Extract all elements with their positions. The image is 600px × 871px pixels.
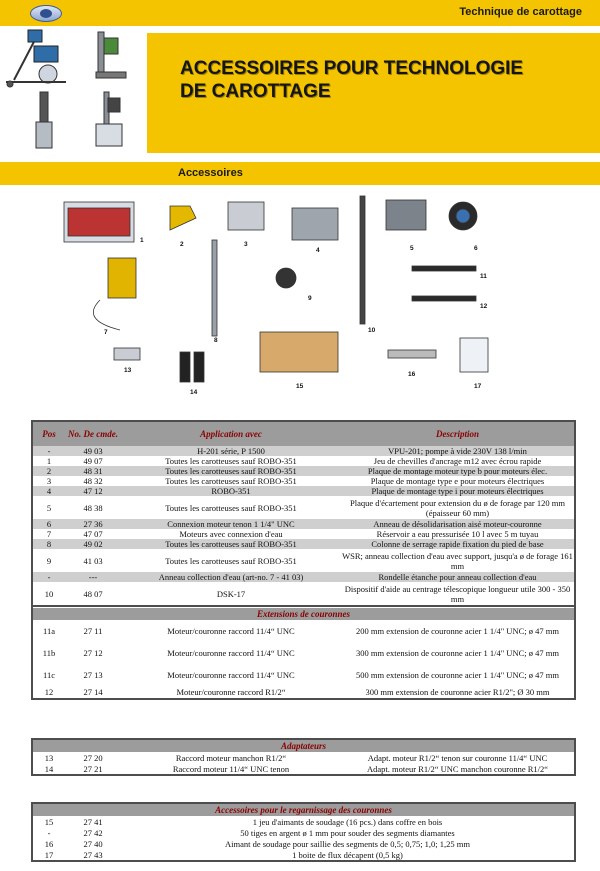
table-row: 2 48 31 Toutes les carotteuses sauf ROBO-351 Plaque de montage moteur type b pour moteurs élec.	[33, 466, 574, 476]
product-label: 11	[480, 273, 487, 280]
table-row: 3 48 32 Toutes les carotteuses sauf ROBO-351 Plaque de montage type e pour moteurs électriques	[46, 476, 545, 486]
table-row: 11b 27 12 Moteur/couronne raccord 11/4“ UNC 300 mm extension de couronne acier 1 1/4" UNC; ø 47 mm	[42, 648, 559, 658]
rebuilding-header: Accessoires pour le regarnissage des couronnes	[33, 804, 574, 816]
table-row: 6 27 36 Connexion moteur tenon 1 1/4" UNC Anneau de désolidarisation aisé moteur-couronne	[33, 519, 574, 529]
section-title: Accessoires	[178, 167, 243, 179]
table-row: 13 27 20 Raccord moteur manchon R1/2“ Adapt. moteur R1/2“ tenon sur couronne 11/4“ UNC	[44, 752, 548, 763]
product-label: 14	[190, 389, 198, 396]
product-label: 1	[140, 237, 144, 244]
table-row: 17 27 43 1 boite de flux décapent (0,5 kg)	[44, 849, 403, 860]
table-row: 9 41 03 Toutes les carotteuses sauf ROBO-351 WSR; anneau collection d'eau avec support, jusqu'a ø de forage 161 mm	[46, 550, 573, 571]
table-row: 11a 27 11 Moteur/couronne raccord 11/4“ UNC 200 mm extension de couronne acier 1 1/4" UNC; ø 47 mm	[43, 626, 559, 636]
table-header	[33, 422, 574, 446]
adapters-header: Adaptateurs	[33, 740, 574, 752]
table-row: - 27 42 50 tiges en argent ø 1 mm pour souder des segments diamantes	[47, 827, 455, 838]
adapters-table	[31, 738, 576, 776]
extensions-header: Extensions de couronnes	[33, 608, 574, 620]
product-label: 5	[410, 245, 414, 252]
table-row: - 49 03 H-201 série, P 1500 VPU-201; pompe à vide 230V 138 l/min	[33, 446, 574, 456]
page-title: ACCESSOIRES POUR TECHNOLOGIE DE CAROTTAGE	[180, 58, 524, 102]
product-label: 7	[104, 329, 108, 336]
accessories-product-photo	[60, 192, 540, 408]
table-row: 8 49 02 Toutes les carotteuses sauf ROBO-351 Colonne de serrage rapide fixation du pied de base	[33, 539, 574, 549]
product-label: 3	[244, 241, 248, 248]
table-row: 16 27 40 Aimant de soudage pour saillie des segments de 0,5; 0,75; 1,0; 1,25 mm	[44, 838, 471, 849]
col-desc: Description	[435, 428, 479, 439]
product-label: 6	[474, 245, 478, 252]
product-label: 12	[480, 303, 488, 310]
table-row: 7 47 07 Moteurs avec connexion d'eau Réservoir a eau pressurisée 10 l avec 5 m tuyau	[46, 529, 539, 539]
col-app: Application avec	[200, 428, 262, 439]
table-row: 14 27 21 Raccord moteur 11/4“ UNC tenon Adapt. moteur R1/2“ UNC manchon couronne R1/2“	[44, 763, 549, 774]
product-label: 9	[308, 295, 312, 302]
product-label: 15	[296, 383, 304, 390]
product-label: 2	[180, 241, 184, 248]
header-title: Technique de carottage	[459, 6, 582, 18]
table-row: - --- Anneau collection d'eau (art-no. 7 - 41 03) Rondelle étanche pour anneau collection d'eau	[33, 572, 574, 582]
product-label: 10	[368, 327, 376, 334]
product-label: 13	[124, 367, 132, 374]
col-pos: Pos	[42, 428, 56, 439]
table-row: 11c 27 13 Moteur/couronne raccord 11/4“ UNC 500 mm extension de couronne acier 1 1/4" UNC; ø 47 mm	[43, 670, 559, 680]
table-row: 10 48 07 DSK-17 Dispositif d'aide au centrage télescopique longueur utile 300 - 350 mm	[44, 583, 571, 604]
product-label: 17	[474, 383, 482, 390]
table-row: 5 48 38 Toutes les carotteuses sauf ROBO-351 Plaque d'écartement pour extension du ø de forage par 120 mm (épaisseur 60 mm)	[46, 497, 565, 518]
product-label: 16	[408, 371, 416, 378]
drilling-machines-photo	[0, 28, 146, 152]
col-cmd: No. De cmde.	[68, 428, 118, 439]
rebuilding-accessories-table	[31, 802, 576, 862]
table-row: 12 27 14 Moteur/couronne raccord R1/2“ 300 mm extension de couronne acier R1/2"; Ø 30 mm	[44, 687, 550, 697]
table-row: 4 47 12 ROBO-351 Plaque de montage type i pour moteurs électriques	[33, 486, 574, 496]
section-bar	[0, 162, 600, 185]
product-label: 4	[316, 247, 320, 254]
product-label: 8	[214, 337, 218, 344]
table-row: 15 27 41 1 jeu d'aimants de soudage (16 pcs.) dans coffre en bois	[44, 816, 443, 827]
accessories-table	[31, 420, 576, 700]
company-logo-icon	[30, 5, 62, 22]
table-row: 1 49 07 Toutes les carotteuses sauf ROBO-351 Jeu de chevilles d'ancrage m12 avec écrou rapide	[46, 456, 542, 466]
